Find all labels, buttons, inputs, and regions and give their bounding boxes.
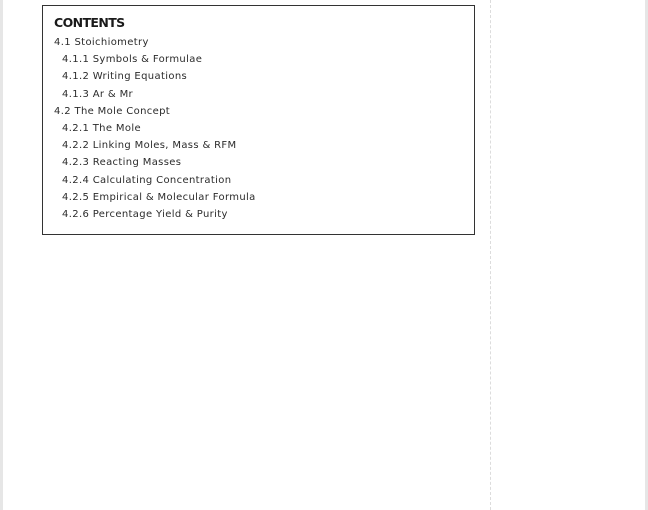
toc-link-4-1-1[interactable]: 4.1.1 Symbols & Formulae: [62, 54, 203, 66]
toc-link-4-1-2[interactable]: 4.1.2 Writing Equations: [62, 71, 188, 83]
toc-list: [43, 36, 256, 225]
toc-link-4-1-3[interactable]: 4.1.3 Ar & Mr: [62, 88, 134, 100]
table-of-contents: [42, 5, 475, 235]
toc-link-4-1[interactable]: 4.1 Stoichiometry: [54, 37, 149, 48]
toc-link-4-2-5[interactable]: 4.2.5 Empirical & Molecular Formula: [62, 191, 256, 203]
toc-link-4-2-2[interactable]: 4.2.2 Linking Moles, Mass & RFM: [62, 140, 237, 152]
toc-title: CONTENTS: [54, 15, 125, 30]
toc-link-4-2-4[interactable]: 4.2.4 Calculating Concentration: [62, 174, 232, 186]
page-edge-left: [0, 0, 3, 510]
toc-link-4-2[interactable]: 4.2 The Mole Concept: [54, 105, 171, 117]
toc-link-4-2-6[interactable]: 4.2.6 Percentage Yield & Purity: [62, 208, 228, 220]
toc-link-4-2-1[interactable]: 4.2.1 The Mole: [62, 122, 141, 134]
column-divider: [490, 0, 491, 510]
toc-link-4-2-3[interactable]: 4.2.3 Reacting Masses: [62, 157, 182, 169]
